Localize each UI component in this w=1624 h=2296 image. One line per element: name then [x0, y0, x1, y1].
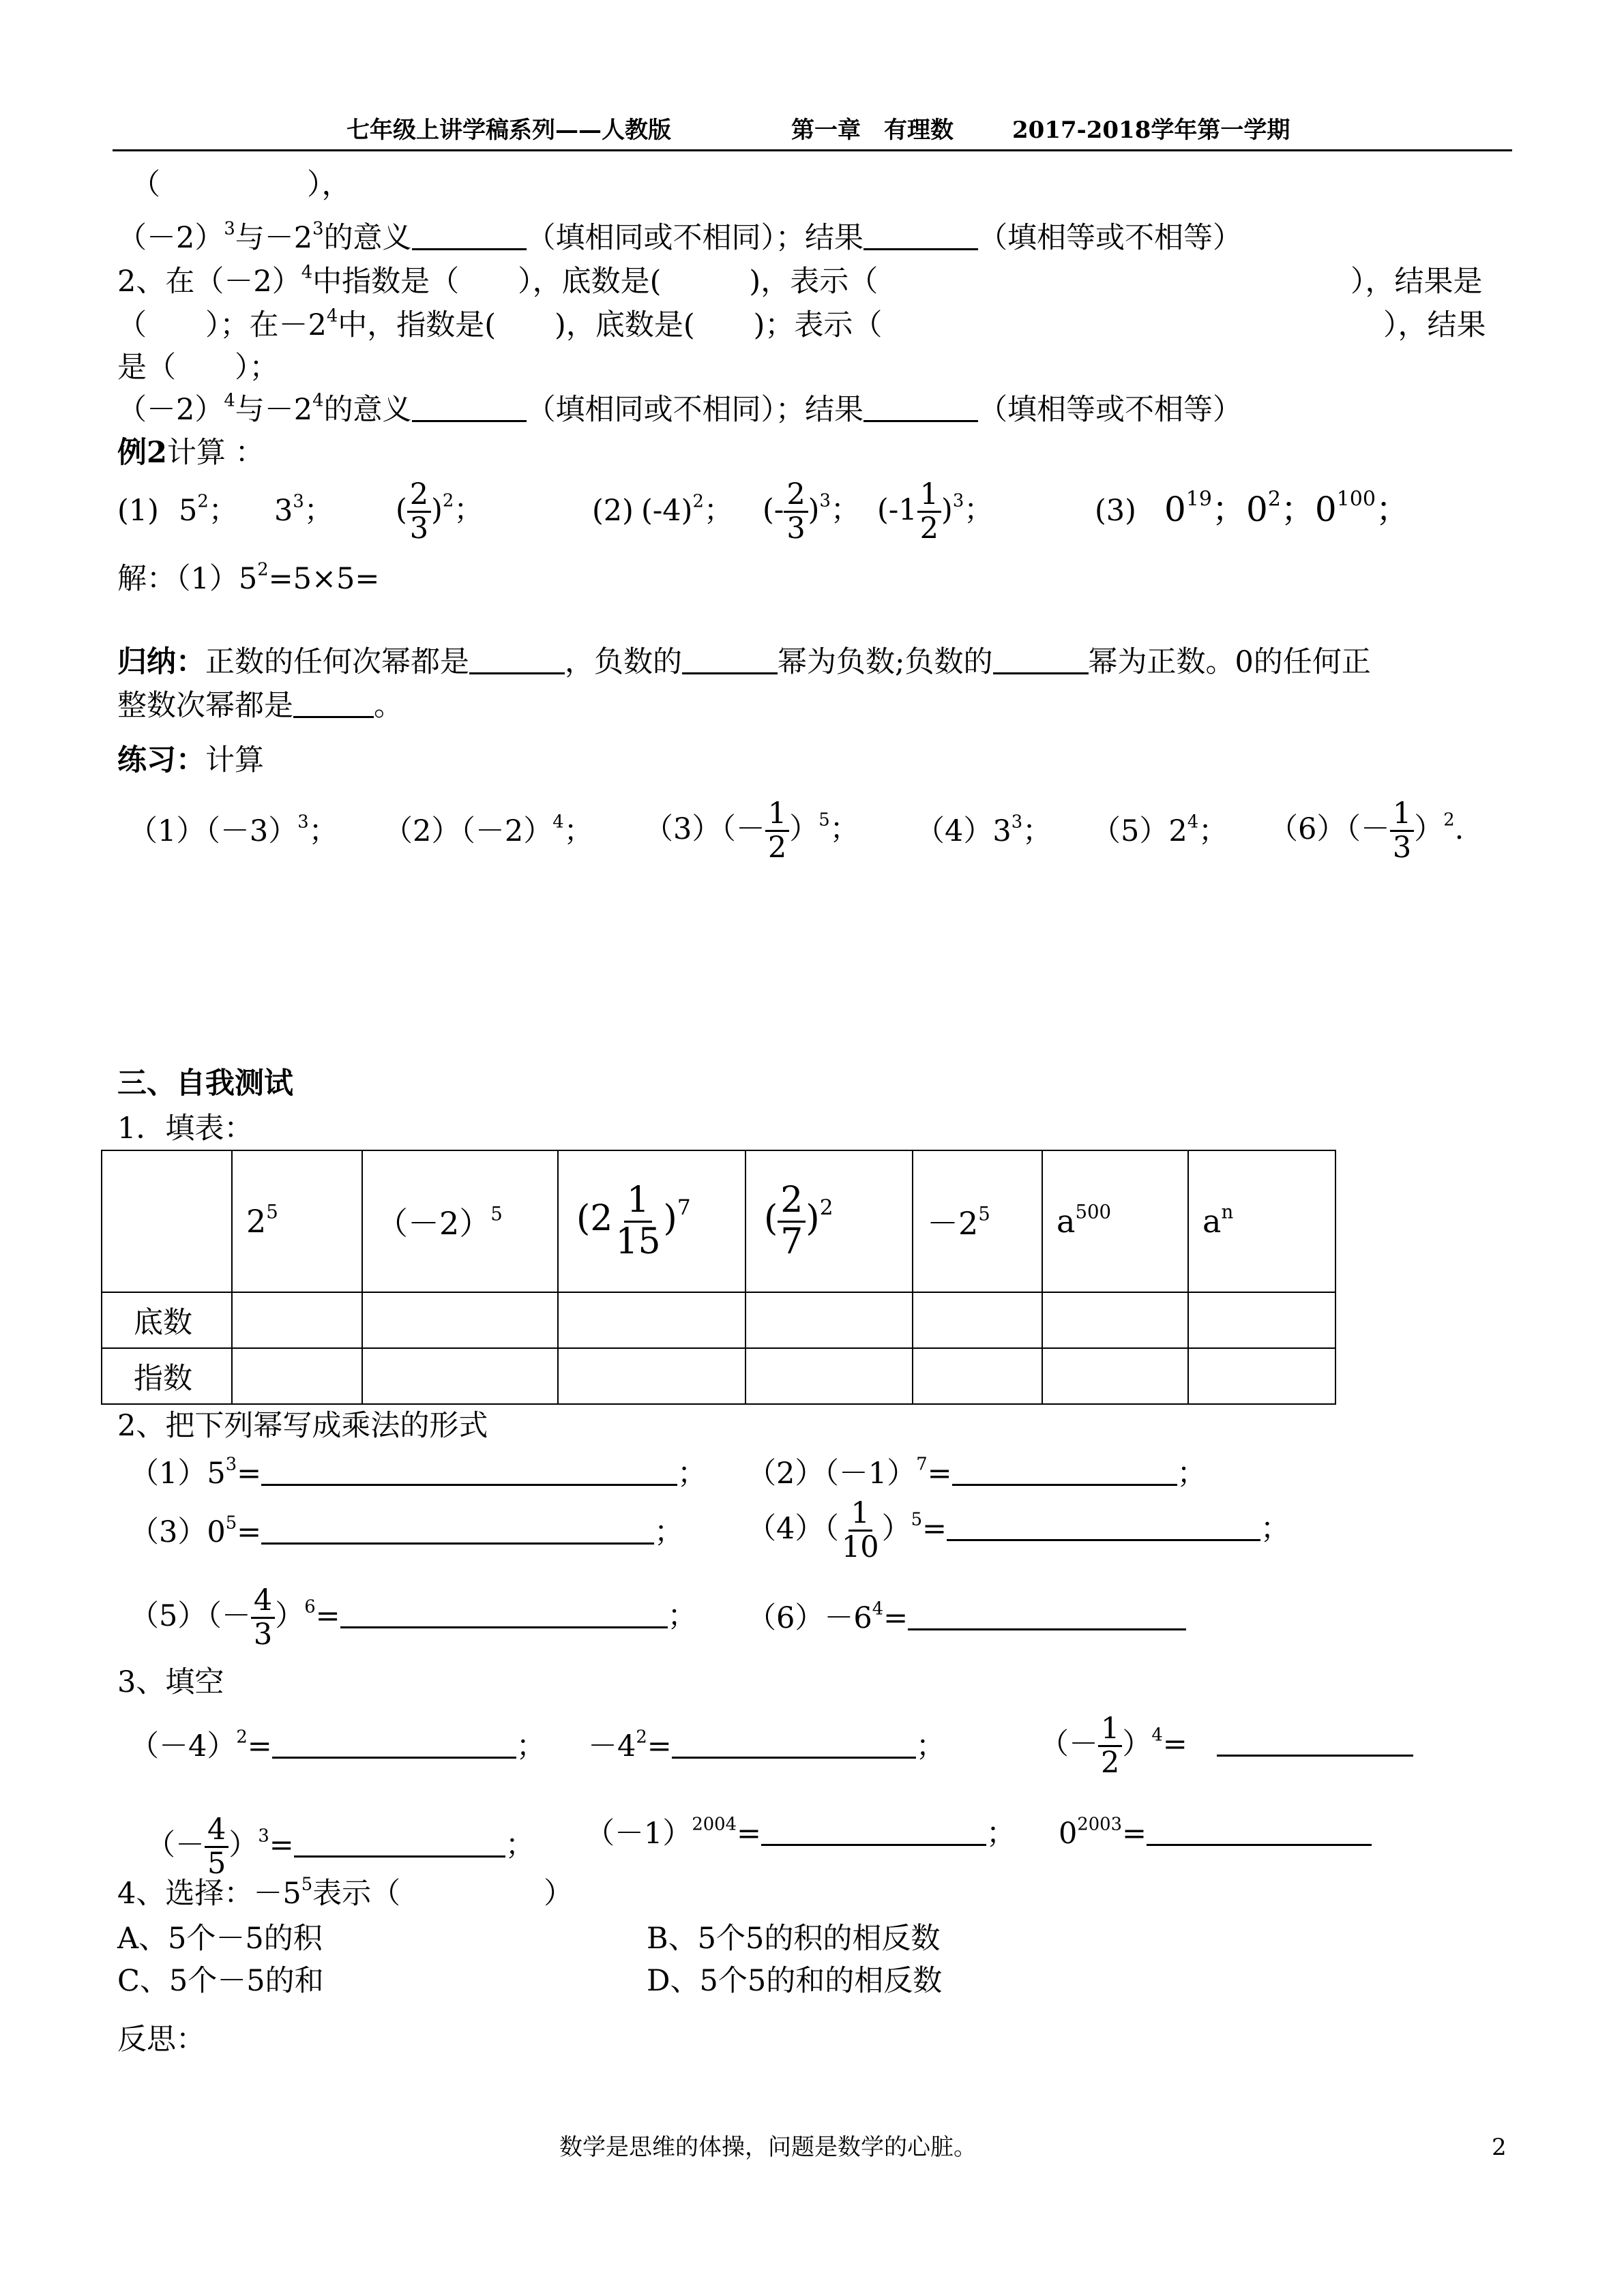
self-q2-item-4: （4）（ $\frac{1}{10}$ ）$^5$= ； [747, 1496, 1290, 1565]
exponent-table [101, 1150, 1336, 1405]
option-b[interactable]: B、5个5的积的相反数 [647, 1922, 941, 1956]
table-header-cell: $a^{500}$ [1042, 1150, 1188, 1292]
self-q3-item-2: $-4^2=$ ； [588, 1727, 945, 1763]
answer-blank[interactable] [261, 1519, 654, 1545]
self-q2-item-2: $(2)(-1)^7=$ ； [747, 1454, 1207, 1491]
table-header-cell: (2 $\frac{1}{15}$ )$^7$ [558, 1150, 745, 1292]
answer-blank[interactable] [412, 397, 527, 422]
table-corner [102, 1150, 232, 1292]
option-d[interactable]: D、5个5的和的相反数 [647, 1964, 943, 1998]
practice-item-5: $(5)2^4$； [1091, 811, 1228, 848]
self-q3-item-3: （－ $\frac{1}{2}$ ）$^4$= [1039, 1713, 1413, 1780]
table-header-cell: $2^5$ [232, 1150, 362, 1292]
section-3-title: 三、自我测试 [117, 1067, 293, 1101]
header-term: 2017-2018学年第一学期 [1012, 117, 1290, 144]
example-2-item-4: $(-4)^2$； [641, 491, 733, 528]
practice-item-4: $(4)3^3$； [915, 811, 1052, 848]
self-q3-item-1: $(-4)^2=$ ； [130, 1727, 546, 1763]
q2-line-2-end: ），结果 [1383, 308, 1486, 342]
table-cell[interactable] [1188, 1348, 1335, 1404]
table-cell[interactable] [362, 1292, 558, 1348]
solution-line: 解：$(1)5^2=5\times 5=$ [117, 559, 380, 596]
option-a[interactable]: A、5个－5的积 [117, 1922, 323, 1956]
option-c[interactable]: C、5个－5的和 [117, 1964, 324, 1998]
answer-blank[interactable] [682, 649, 778, 674]
page-number: 2 [1492, 2134, 1507, 2161]
answer-blank[interactable] [993, 649, 1089, 674]
header-chapter: 第一章 有理数 [791, 117, 954, 144]
summary-line-2: 整数次幂都是 。 [117, 689, 403, 723]
example-2-item-1: $5^2$； [179, 491, 238, 528]
table-cell[interactable] [232, 1348, 362, 1404]
table-header-cell: ( $\frac{2}{7}$ )$^2$ [745, 1150, 913, 1292]
q2-line-2: （ ）；在$-2^4$中，指数是( )，底数是( )；表示（ [117, 305, 883, 342]
table-row-label: 底数 [102, 1292, 232, 1348]
table-cell[interactable] [745, 1348, 913, 1404]
self-q2-item-5: （5）（－ $\frac{4}{3}$ ）$^6$= ； [130, 1583, 697, 1652]
self-q3-item-5: $(-1)^{2004}=$ ； [585, 1814, 1016, 1851]
self-q4-line: 4、选择：$-5^5$表示（ ） [117, 1874, 574, 1911]
practice-title: 练习：计算 [117, 743, 264, 777]
table-header-cell: $-2^5$ [913, 1150, 1042, 1292]
table-cell[interactable] [1042, 1292, 1188, 1348]
table-cell[interactable] [913, 1292, 1042, 1348]
example-2-item-7: $0^{19}$；$0^2$；$0^{100}$； [1164, 487, 1410, 529]
practice-item-6: （6）（－ $\frac{1}{3}$ ）$^2$. [1269, 796, 1464, 865]
table-header-cell: $a^n$ [1188, 1150, 1335, 1292]
example-2-p3: (3) [1095, 494, 1136, 528]
self-q3-title: 3、填空 [117, 1665, 224, 1699]
answer-blank[interactable] [294, 1832, 505, 1858]
practice-item-3: （3）（－ $\frac{1}{2}$ ）$^5$； [644, 796, 859, 865]
compare-line-2: $(-2)^4$与$-2^4$的意义 （填相同或不相同）；结果 （填相等或不相等） [117, 390, 1243, 427]
answer-blank[interactable] [863, 225, 978, 250]
table-cell[interactable] [558, 1292, 745, 1348]
answer-blank[interactable] [469, 649, 565, 674]
answer-blank[interactable] [947, 1516, 1260, 1541]
practice-item-1: $(1)(-3)^3$； [128, 811, 338, 848]
answer-blank[interactable] [261, 1461, 677, 1486]
table-cell[interactable] [232, 1292, 362, 1348]
answer-blank[interactable] [272, 1733, 516, 1759]
table-row-label: 指数 [102, 1348, 232, 1404]
answer-blank[interactable] [1217, 1731, 1413, 1757]
example-2-p1: (1) [117, 494, 159, 528]
self-q2-item-3: $(3)0^5=$ ； [130, 1512, 684, 1549]
table-cell[interactable] [362, 1348, 558, 1404]
answer-blank[interactable] [952, 1461, 1177, 1486]
answer-blank[interactable] [672, 1733, 916, 1759]
table-cell[interactable] [1188, 1292, 1335, 1348]
answer-blank[interactable] [908, 1605, 1186, 1630]
q2-line-1: 2、在$(-2)^4$中指数是（ ），底数是( )，表示（ [117, 262, 879, 299]
example-2-title: 例2计算 ： [117, 436, 265, 470]
answer-blank[interactable] [293, 693, 374, 718]
header-rule [113, 149, 1512, 151]
answer-blank[interactable] [1147, 1821, 1372, 1846]
header-series: 七年级上讲学稿系列——人教版 [346, 117, 671, 144]
example-2-item-3: ( $\frac{2}{3}$ )$^2$； [396, 477, 484, 546]
compare-line-1: $(-2)^3$与$-2^3$的意义 （填相同或不相同）；结果 （填相等或不相等） [117, 218, 1243, 255]
self-q3-item-4: （－ $\frac{4}{5}$ ）$^3$= ； [146, 1813, 535, 1881]
summary-line-1: 归纳：正数的任何次幂都是 ，负数的 幂为负数;负数的 幂为正数。0的任何正 [117, 645, 1371, 679]
top-line: （ ）， [131, 168, 351, 202]
section-3-q1: 1．填表： [117, 1112, 254, 1146]
self-q2-title: 2、把下列幂写成乘法的形式 [117, 1409, 488, 1443]
table-cell[interactable] [558, 1348, 745, 1404]
table-cell[interactable] [1042, 1348, 1188, 1404]
q2-line-3: 是（ ）； [117, 351, 279, 385]
answer-blank[interactable] [863, 397, 978, 422]
table-cell[interactable] [745, 1292, 913, 1348]
answer-blank[interactable] [412, 225, 527, 250]
table-header-cell: $(-2)^5$ [362, 1150, 558, 1292]
self-q2-item-1: $(1)5^3=$ ； [130, 1454, 707, 1491]
answer-blank[interactable] [761, 1821, 986, 1846]
q2-line-1-end: ），结果是 [1350, 265, 1483, 299]
example-2-p2: (2) [592, 494, 634, 528]
reflection-label: 反思： [117, 2023, 205, 2057]
example-2-item-6: (-1 $\frac{1}{2}$ )$^3$； [877, 477, 994, 546]
practice-item-2: $(2)(-2)^4$； [383, 811, 593, 848]
table-cell[interactable] [913, 1348, 1042, 1404]
self-q3-item-6: $0^{2003}=$ [1059, 1819, 1372, 1849]
self-q2-item-6: $(6)-6^4=$ [747, 1604, 1186, 1633]
example-2-item-5: (- $\frac{2}{3}$ )$^3$； [763, 477, 860, 546]
answer-blank[interactable] [340, 1603, 668, 1628]
example-2-item-2: $3^3$； [274, 491, 334, 528]
footer-motto: 数学是思维的体操，问题是数学的心脏。 [559, 2134, 977, 2161]
